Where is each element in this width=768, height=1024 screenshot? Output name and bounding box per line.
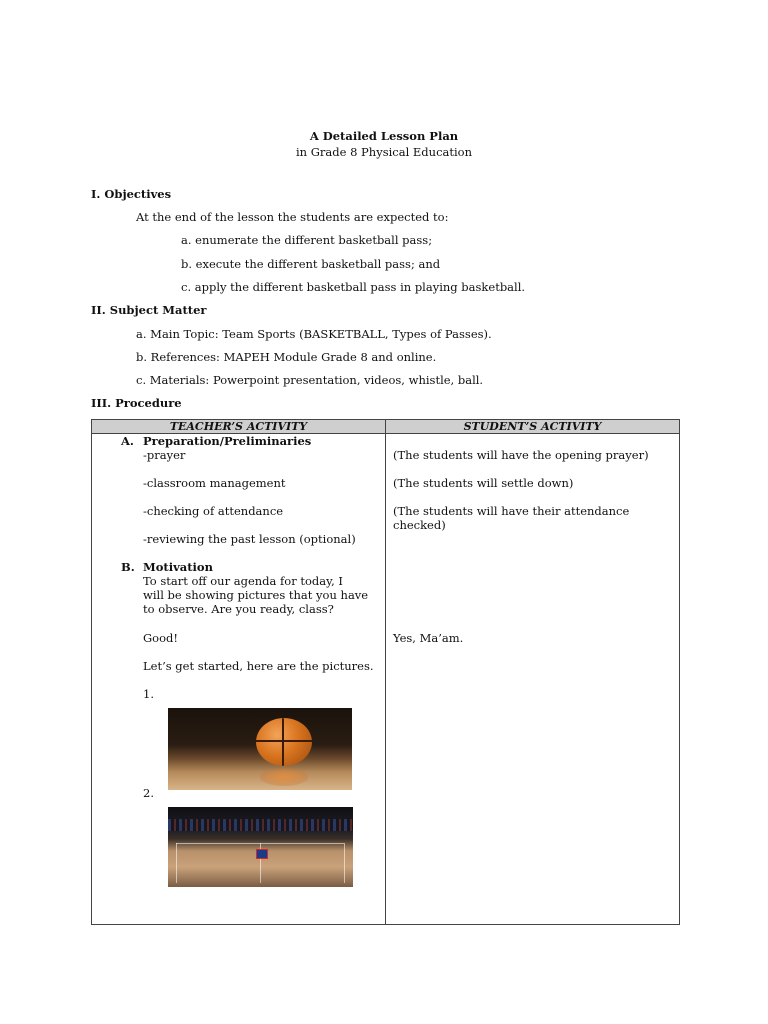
objective-item: b. execute the different basketball pass; and bbox=[181, 257, 441, 271]
picture-number: 2. bbox=[143, 786, 154, 800]
motivation-text: To start off our agenda for today, I bbox=[143, 574, 343, 588]
student-activity-cell bbox=[386, 434, 680, 925]
student-response: (The students will have the opening prayer) bbox=[393, 448, 649, 462]
student-response: (The students will settle down) bbox=[393, 476, 574, 490]
teacher-step: -prayer bbox=[143, 448, 186, 462]
teacher-activity-header: TEACHER’S ACTIVITY bbox=[92, 420, 386, 434]
student-reply: Yes, Ma’am. bbox=[393, 631, 464, 645]
subject-matter-heading: II. Subject Matter bbox=[91, 303, 207, 317]
objectives-heading: I. Objectives bbox=[91, 187, 172, 201]
subject-matter-item: b. References: MAPEH Module Grade 8 and online. bbox=[136, 350, 437, 364]
picture-number: 1. bbox=[143, 687, 154, 701]
teacher-good: Good! bbox=[143, 631, 179, 645]
section-a-title: Preparation/Preliminaries bbox=[143, 434, 312, 448]
basketball-icon bbox=[256, 718, 312, 766]
document-title: A Detailed Lesson Plan bbox=[309, 129, 459, 143]
procedure-table bbox=[91, 419, 680, 925]
basketball-photo bbox=[168, 708, 352, 790]
teacher-step: -classroom management bbox=[143, 476, 286, 490]
objective-item: c. apply the different basketball pass in playing basketball. bbox=[181, 280, 526, 294]
nba-logo-icon bbox=[256, 849, 268, 859]
section-b-title: Motivation bbox=[143, 560, 213, 574]
student-response: checked) bbox=[393, 518, 446, 532]
subject-matter-item: c. Materials: Powerpoint presentation, videos, whistle, ball. bbox=[136, 373, 484, 387]
procedure-heading: III. Procedure bbox=[91, 396, 182, 410]
objectives-intro: At the end of the lesson the students are expected to: bbox=[136, 210, 449, 224]
student-response: (The students will have their attendance bbox=[393, 504, 630, 518]
section-a-letter: A. bbox=[121, 434, 134, 448]
teacher-step: -checking of attendance bbox=[143, 504, 284, 518]
teacher-step: -reviewing the past lesson (optional) bbox=[143, 532, 356, 546]
teacher-activity-cell bbox=[92, 434, 386, 925]
motivation-text: to observe. Are you ready, class? bbox=[143, 602, 334, 616]
subject-matter-item: a. Main Topic: Team Sports (BASKETBALL, Types of Passes). bbox=[136, 327, 492, 341]
objective-item: a. enumerate the different basketball pass; bbox=[181, 233, 433, 247]
section-b-letter: B. bbox=[121, 560, 135, 574]
pictures-intro: Let’s get started, here are the pictures. bbox=[143, 659, 374, 673]
student-activity-header: STUDENT’S ACTIVITY bbox=[386, 420, 680, 434]
document-subtitle: in Grade 8 Physical Education bbox=[295, 145, 472, 159]
basketball-court-photo bbox=[168, 807, 353, 887]
motivation-text: will be showing pictures that you have bbox=[143, 588, 369, 602]
